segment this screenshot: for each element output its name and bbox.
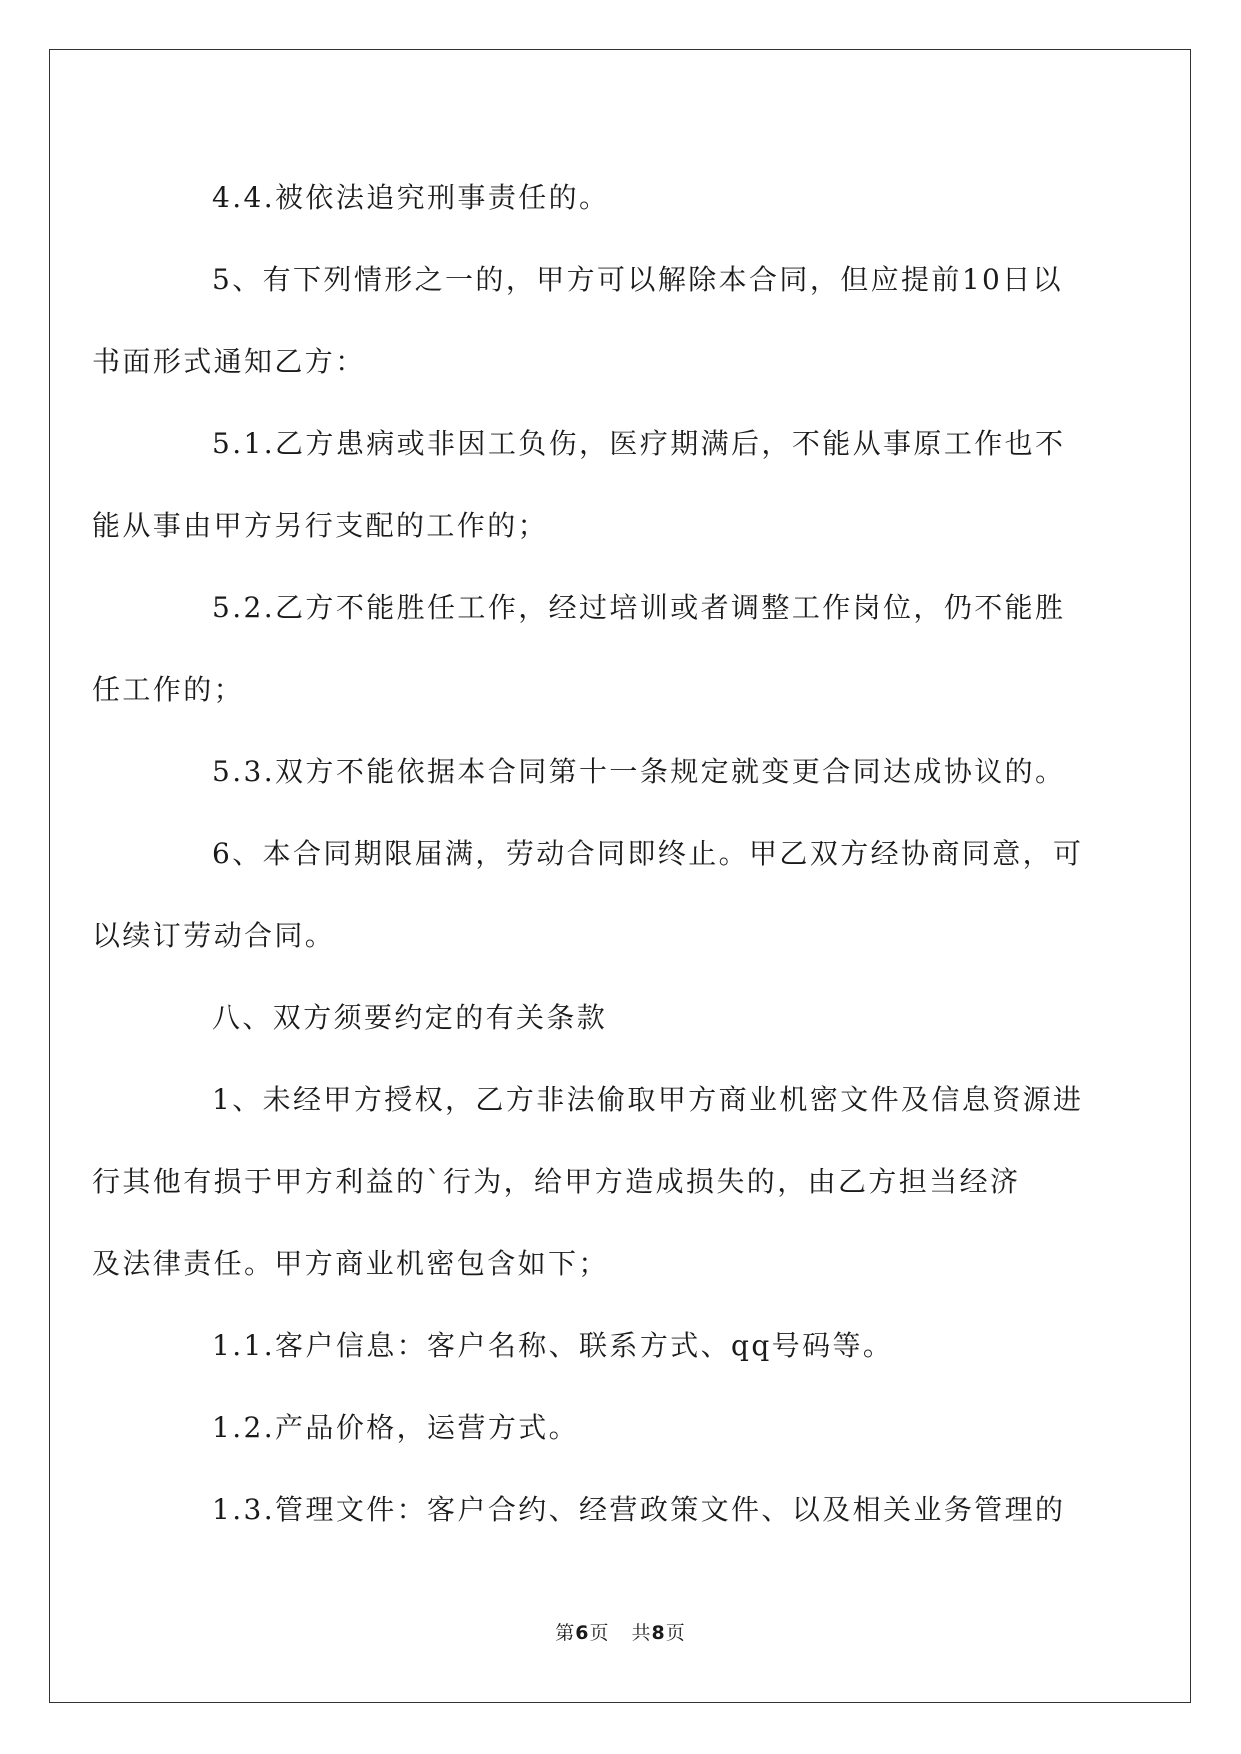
- text-line: 书面形式通知乙方：: [92, 345, 366, 378]
- paragraph-1-1: [152, 1305, 1092, 1387]
- paragraph-5: [92, 239, 1092, 403]
- paragraph-1-2: [152, 1387, 1092, 1469]
- text-line: 4.4.被依法追究刑事责任的。: [212, 181, 610, 214]
- page-footer: [0, 1618, 1241, 1645]
- page-current: 6: [575, 1622, 590, 1644]
- paragraph-5-2: [92, 567, 1092, 731]
- paragraph-4-4: [152, 157, 1092, 239]
- text-line: 1.3.管理文件：客户合约、经营政策文件、以及相关业务管理的: [212, 1493, 1066, 1526]
- text-line: 5、有下列情形之一的，甲方可以解除本合同，但应提前10日以: [212, 263, 1064, 296]
- text-line: 1、未经甲方授权，乙方非法偷取甲方商业机密文件及信息资源进: [212, 1083, 1084, 1116]
- text-line: 及法律责任。甲方商业机密包含如下；: [92, 1247, 609, 1280]
- paragraph-5-1: [92, 403, 1092, 567]
- text-line: 能从事由甲方另行支配的工作的；: [92, 509, 549, 542]
- text-line: 八、双方须要约定的有关条款: [212, 1001, 608, 1034]
- page-total: 8: [651, 1622, 666, 1644]
- text-line: 以续订劳动合同。: [92, 919, 336, 952]
- text-line: 行其他有损于甲方利益的`行为，给甲方造成损失的，由乙方担当经济: [92, 1165, 1021, 1198]
- paragraph-5-3: [152, 731, 1092, 813]
- text-line: 5.1.乙方患病或非因工负伤，医疗期满后，不能从事原工作也不: [212, 427, 1066, 460]
- text-line: 5.3.双方不能依据本合同第十一条规定就变更合同达成协议的。: [212, 755, 1066, 788]
- total-suffix: 页: [665, 1622, 686, 1644]
- paragraph-1-3: [152, 1469, 1092, 1551]
- page-suffix: 页: [589, 1622, 610, 1644]
- text-line: 1.2.产品价格，运营方式。: [212, 1411, 580, 1444]
- paragraph-8-1: [92, 1059, 1092, 1305]
- text-line: 5.2.乙方不能胜任工作，经过培训或者调整工作岗位，仍不能胜: [212, 591, 1066, 624]
- section-heading-8: [152, 977, 1092, 1059]
- document-body: [92, 157, 1092, 1551]
- paragraph-6: [92, 813, 1092, 977]
- total-prefix: 共: [631, 1622, 652, 1644]
- text-line: 6、本合同期限届满，劳动合同即终止。甲乙双方经协商同意，可: [212, 837, 1084, 870]
- page-prefix: 第: [555, 1622, 576, 1644]
- text-line: 任工作的；: [92, 673, 245, 706]
- text-line: 1.1.客户信息：客户名称、联系方式、qq号码等。: [212, 1329, 894, 1362]
